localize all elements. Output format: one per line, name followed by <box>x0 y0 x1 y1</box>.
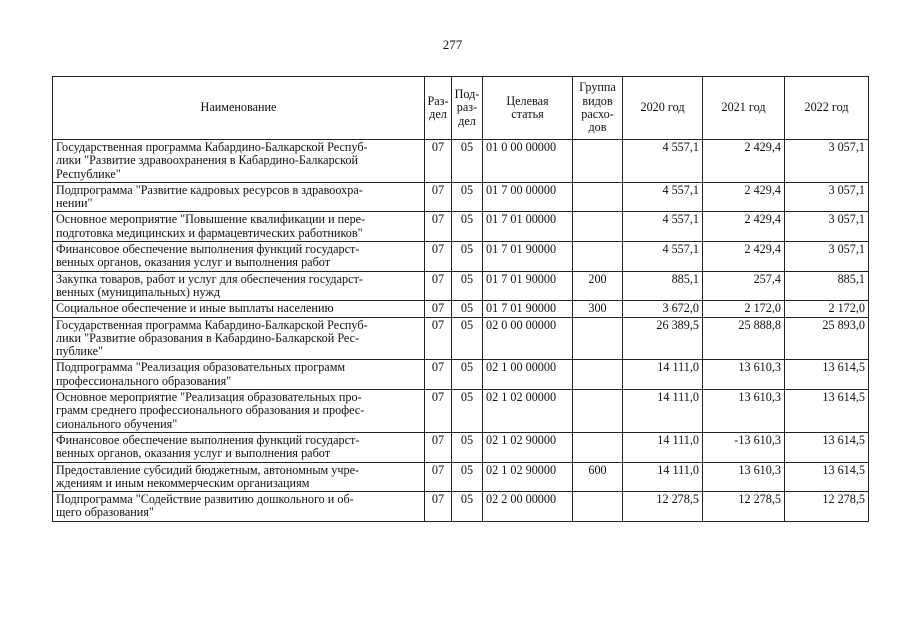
table-row <box>53 317 869 360</box>
cell-subsection: 05 <box>452 301 483 317</box>
cell-expense-group <box>573 492 623 522</box>
table-header-row <box>53 77 869 140</box>
cell-2022: 12 278,5 <box>785 492 869 522</box>
cell-subsection: 05 <box>452 462 483 492</box>
cell-2020: 14 111,0 <box>623 360 703 390</box>
table-row <box>53 360 869 390</box>
cell-2022: 25 893,0 <box>785 317 869 360</box>
table-row <box>53 212 869 242</box>
cell-subsection: 05 <box>452 271 483 301</box>
cell-section: 07 <box>425 301 452 317</box>
cell-2021: 13 610,3 <box>703 390 785 433</box>
cell-section: 07 <box>425 212 452 242</box>
cell-target: 02 1 00 00000 <box>483 360 573 390</box>
table-row <box>53 432 869 462</box>
cell-2020: 4 557,1 <box>623 140 703 183</box>
cell-2022: 13 614,5 <box>785 390 869 433</box>
cell-target: 01 7 01 90000 <box>483 242 573 272</box>
cell-name: Закупка товаров, работ и услуг для обеспечения государст- венных (муниципальных) нужд <box>53 271 425 301</box>
cell-2022: 885,1 <box>785 271 869 301</box>
cell-2021: -13 610,3 <box>703 432 785 462</box>
cell-target: 01 7 01 00000 <box>483 212 573 242</box>
cell-target: 01 0 00 00000 <box>483 140 573 183</box>
page-number: 277 <box>442 37 463 52</box>
cell-name: Подпрограмма "Развитие кадровых ресурсов в здравоохра- нении" <box>53 182 425 212</box>
cell-subsection: 05 <box>452 432 483 462</box>
cell-section: 07 <box>425 140 452 183</box>
cell-name: Финансовое обеспечение выполнения функций государст- венных органов, оказания услуг и выполнения работ <box>53 242 425 272</box>
cell-subsection: 05 <box>452 360 483 390</box>
cell-2022: 13 614,5 <box>785 462 869 492</box>
cell-name: Государственная программа Кабардино-Балкарской Респуб- лики "Развитие здравоохранения в Кабардино-Балкарской Республике" <box>53 140 425 183</box>
header-target: Целевая статья <box>483 77 573 140</box>
cell-target: 02 0 00 00000 <box>483 317 573 360</box>
cell-2022: 13 614,5 <box>785 360 869 390</box>
cell-section: 07 <box>425 390 452 433</box>
cell-2022: 3 057,1 <box>785 140 869 183</box>
header-subsection: Под- раз- дел <box>452 77 483 140</box>
cell-name: Государственная программа Кабардино-Балкарской Респуб- лики "Развитие образования в Кабардино-Балкарской Рес- публике" <box>53 317 425 360</box>
cell-2021: 25 888,8 <box>703 317 785 360</box>
cell-2022: 3 057,1 <box>785 242 869 272</box>
cell-section: 07 <box>425 432 452 462</box>
cell-target: 01 7 01 90000 <box>483 271 573 301</box>
cell-target: 02 1 02 90000 <box>483 432 573 462</box>
cell-2020: 26 389,5 <box>623 317 703 360</box>
cell-expense-group <box>573 360 623 390</box>
cell-expense-group <box>573 317 623 360</box>
cell-2020: 3 672,0 <box>623 301 703 317</box>
header-section: Раз- дел <box>425 77 452 140</box>
budget-table <box>52 76 869 522</box>
cell-target: 01 7 00 00000 <box>483 182 573 212</box>
cell-section: 07 <box>425 317 452 360</box>
cell-2022: 3 057,1 <box>785 182 869 212</box>
cell-2020: 14 111,0 <box>623 462 703 492</box>
cell-expense-group <box>573 390 623 433</box>
cell-2021: 12 278,5 <box>703 492 785 522</box>
cell-2021: 13 610,3 <box>703 462 785 492</box>
cell-2021: 257,4 <box>703 271 785 301</box>
cell-2020: 885,1 <box>623 271 703 301</box>
cell-subsection: 05 <box>452 317 483 360</box>
cell-subsection: 05 <box>452 182 483 212</box>
cell-name: Подпрограмма "Содействие развитию дошкольного и об- щего образования" <box>53 492 425 522</box>
cell-name: Основное мероприятие "Реализация образовательных про- грамм среднего профессионального образования и профес- сионального обучения" <box>53 390 425 433</box>
table-row <box>53 140 869 183</box>
cell-2020: 14 111,0 <box>623 432 703 462</box>
cell-subsection: 05 <box>452 242 483 272</box>
cell-name: Основное мероприятие "Повышение квалификации и пере- подготовка медицинских и фармацевтических работников" <box>53 212 425 242</box>
cell-section: 07 <box>425 462 452 492</box>
cell-2020: 4 557,1 <box>623 212 703 242</box>
cell-2021: 2 429,4 <box>703 140 785 183</box>
cell-section: 07 <box>425 492 452 522</box>
cell-expense-group <box>573 140 623 183</box>
cell-2021: 2 172,0 <box>703 301 785 317</box>
cell-section: 07 <box>425 271 452 301</box>
cell-2022: 3 057,1 <box>785 212 869 242</box>
table-row <box>53 462 869 492</box>
cell-2020: 4 557,1 <box>623 242 703 272</box>
cell-expense-group: 200 <box>573 271 623 301</box>
cell-name: Финансовое обеспечение выполнения функций государст- венных органов, оказания услуг и выполнения работ <box>53 432 425 462</box>
cell-expense-group <box>573 242 623 272</box>
cell-subsection: 05 <box>452 140 483 183</box>
table-row <box>53 242 869 272</box>
cell-2021: 2 429,4 <box>703 182 785 212</box>
cell-subsection: 05 <box>452 390 483 433</box>
header-expense-group: Группа видов расхо- дов <box>573 77 623 140</box>
cell-target: 02 2 00 00000 <box>483 492 573 522</box>
header-2020: 2020 год <box>623 77 703 140</box>
cell-section: 07 <box>425 360 452 390</box>
cell-2021: 13 610,3 <box>703 360 785 390</box>
table-row <box>53 271 869 301</box>
cell-section: 07 <box>425 242 452 272</box>
cell-target: 02 1 02 90000 <box>483 462 573 492</box>
table-row <box>53 182 869 212</box>
cell-target: 01 7 01 90000 <box>483 301 573 317</box>
cell-2021: 2 429,4 <box>703 212 785 242</box>
cell-2020: 14 111,0 <box>623 390 703 433</box>
cell-section: 07 <box>425 182 452 212</box>
cell-2020: 4 557,1 <box>623 182 703 212</box>
cell-2022: 2 172,0 <box>785 301 869 317</box>
table-row <box>53 492 869 522</box>
header-2022: 2022 год <box>785 77 869 140</box>
cell-expense-group <box>573 182 623 212</box>
table-row <box>53 301 869 317</box>
cell-target: 02 1 02 00000 <box>483 390 573 433</box>
cell-2022: 13 614,5 <box>785 432 869 462</box>
cell-subsection: 05 <box>452 492 483 522</box>
cell-expense-group <box>573 212 623 242</box>
cell-subsection: 05 <box>452 212 483 242</box>
cell-name: Предоставление субсидий бюджетным, автономным учре- ждениям и иным некоммерческим организациям <box>53 462 425 492</box>
header-2021: 2021 год <box>703 77 785 140</box>
cell-2020: 12 278,5 <box>623 492 703 522</box>
cell-name: Подпрограмма "Реализация образовательных программ профессионального образования" <box>53 360 425 390</box>
cell-expense-group: 600 <box>573 462 623 492</box>
header-name: Наименование <box>53 77 425 140</box>
cell-expense-group: 300 <box>573 301 623 317</box>
cell-expense-group <box>573 432 623 462</box>
cell-name: Социальное обеспечение и иные выплаты населению <box>53 301 425 317</box>
cell-2021: 2 429,4 <box>703 242 785 272</box>
table-row <box>53 390 869 433</box>
